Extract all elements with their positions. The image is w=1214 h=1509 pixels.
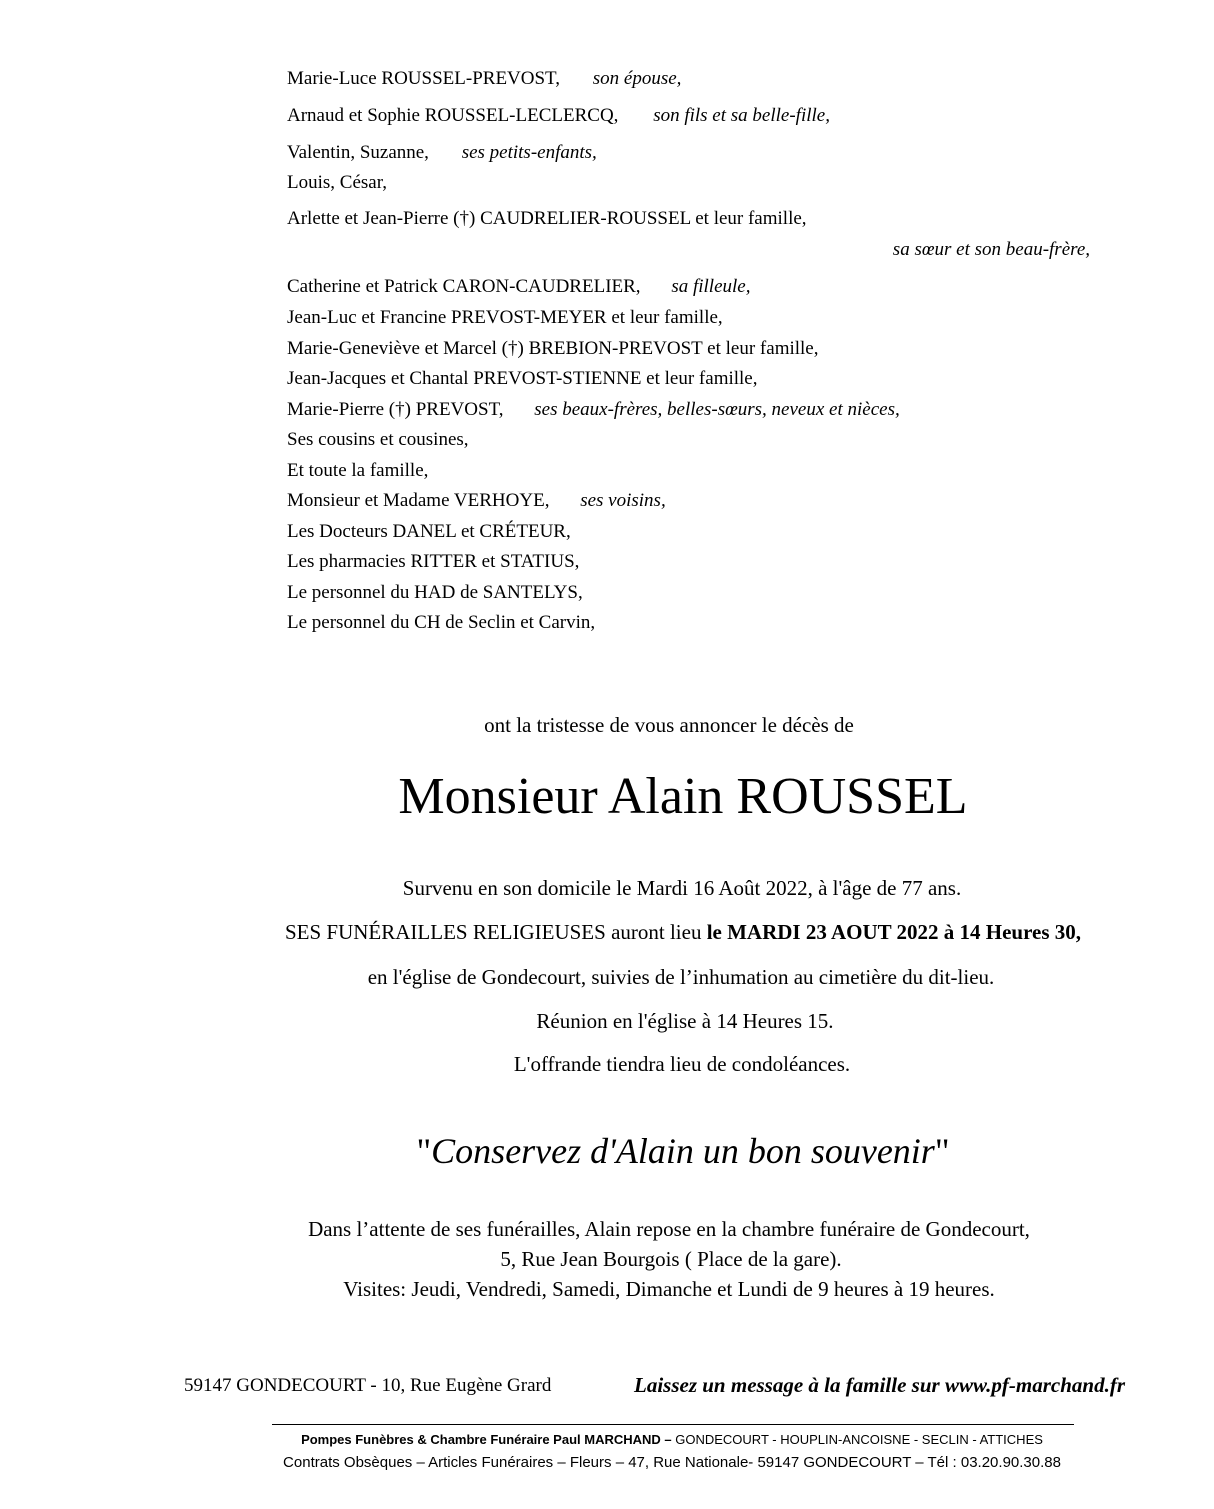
meeting-time: Réunion en l'église à 14 Heures 15.: [536, 1009, 834, 1033]
family-relation: sa sœur et son beau-frère,: [892, 239, 1090, 260]
announcement-intro: ont la tristesse de vous annoncer le décès de: [484, 713, 854, 737]
family-name: Arlette et Jean-Pierre (†) CAUDRELIER-ROUSSEL et leur famille,: [287, 208, 807, 229]
family-name: Marie-Pierre (†) PREVOST,: [287, 399, 504, 420]
family-line: Ses cousins et cousines,: [287, 429, 469, 450]
family-relation: son fils et sa belle-fille,: [653, 105, 830, 126]
family-name: Arnaud et Sophie ROUSSEL-LECLERCQ,: [287, 105, 619, 126]
family-line: Les Docteurs DANEL et CRÉTEUR,: [287, 521, 571, 542]
family-line: Le personnel du CH de Seclin et Carvin,: [287, 612, 596, 633]
family-name: Catherine et Patrick CARON-CAUDRELIER,: [287, 276, 641, 297]
family-name: Marie-Luce ROUSSEL-PREVOST,: [287, 68, 561, 89]
family-relation: son épouse,: [592, 68, 682, 89]
family-line: [287, 490, 666, 512]
family-line: Le personnel du HAD de SANTELYS,: [287, 582, 583, 603]
family-relation: ses beaux-frères, belles-sœurs, neveux et nièces,: [534, 399, 900, 420]
family-line: [287, 399, 900, 421]
quote-mark: ": [416, 1131, 432, 1171]
quote-text: Conservez d'Alain un bon souvenir: [431, 1131, 935, 1171]
offering-note: L'offrande tiendra lieu de condoléances.: [513, 1052, 851, 1076]
family-name: Valentin, Suzanne,: [287, 142, 429, 163]
family-line: Marie-Geneviève et Marcel (†) BREBION-PREVOST et leur famille,: [287, 338, 819, 359]
funeral-details: [76, 920, 1214, 945]
funeral-prefix: SES FUNÉRAILLES RELIGIEUSES auront lieu: [284, 920, 707, 944]
family-name: Monsieur et Madame VERHOYE,: [287, 490, 550, 511]
family-line: [287, 276, 750, 298]
company-name: Pompes Funèbres & Chambre Funéraire Paul MARCHAND –: [301, 1432, 672, 1447]
family-line: [287, 105, 830, 127]
family-relation: ses voisins,: [580, 490, 666, 511]
family-relation: sa filleule,: [671, 276, 751, 297]
visit-line-2: 5, Rue Jean Bourgois ( Place de la gare).: [500, 1247, 842, 1271]
quote-mark: ": [934, 1131, 950, 1171]
family-relation: ses petits-enfants,: [461, 142, 597, 163]
family-line: [287, 68, 681, 90]
church-details: en l'église de Gondecourt, suivies de l’inhumation au cimetière du dit-lieu.: [367, 965, 995, 989]
visit-line-3: Visites: Jeudi, Vendredi, Samedi, Dimanche et Lundi de 9 heures à 19 heures.: [343, 1277, 995, 1301]
family-line: [287, 172, 387, 194]
memorial-quote: [76, 1130, 1214, 1172]
death-details: Survenu en son domicile le Mardi 16 Août 2022, à l'âge de 77 ans.: [402, 876, 962, 900]
funeral-date: le MARDI 23 AOUT 2022 à 14 Heures 30,: [706, 920, 1082, 944]
family-line: Jean-Jacques et Chantal PREVOST-STIENNE et leur famille,: [287, 368, 758, 389]
deceased-name: Monsieur Alain ROUSSEL: [398, 768, 968, 825]
family-name: Louis, César,: [287, 172, 388, 193]
footer-divider: [272, 1424, 1074, 1425]
website-link[interactable]: Laissez un message à la famille sur www.pf-marchand.fr: [634, 1373, 1126, 1397]
family-line: Les pharmacies RITTER et STATIUS,: [287, 551, 580, 572]
footer-services: Contrats Obsèques – Articles Funéraires – Fleurs – 47, Rue Nationale- 59147 GONDECOURT – Tél : 03.20.90.30.88: [283, 1454, 1061, 1471]
family-line: Jean-Luc et Francine PREVOST-MEYER et leur famille,: [287, 307, 723, 328]
company-towns: GONDECOURT - HOUPLIN-ANCOISNE - SECLIN - ATTICHES: [671, 1432, 1043, 1447]
family-line: Et toute la famille,: [287, 460, 429, 481]
footer-company: [65, 1432, 1214, 1447]
contact-address: 59147 GONDECOURT - 10, Rue Eugène Grard: [184, 1375, 552, 1396]
family-line: [287, 208, 807, 230]
visit-line-1: Dans l’attente de ses funérailles, Alain repose en la chambre funéraire de Gondecourt,: [308, 1217, 1030, 1241]
family-line: [287, 142, 597, 164]
